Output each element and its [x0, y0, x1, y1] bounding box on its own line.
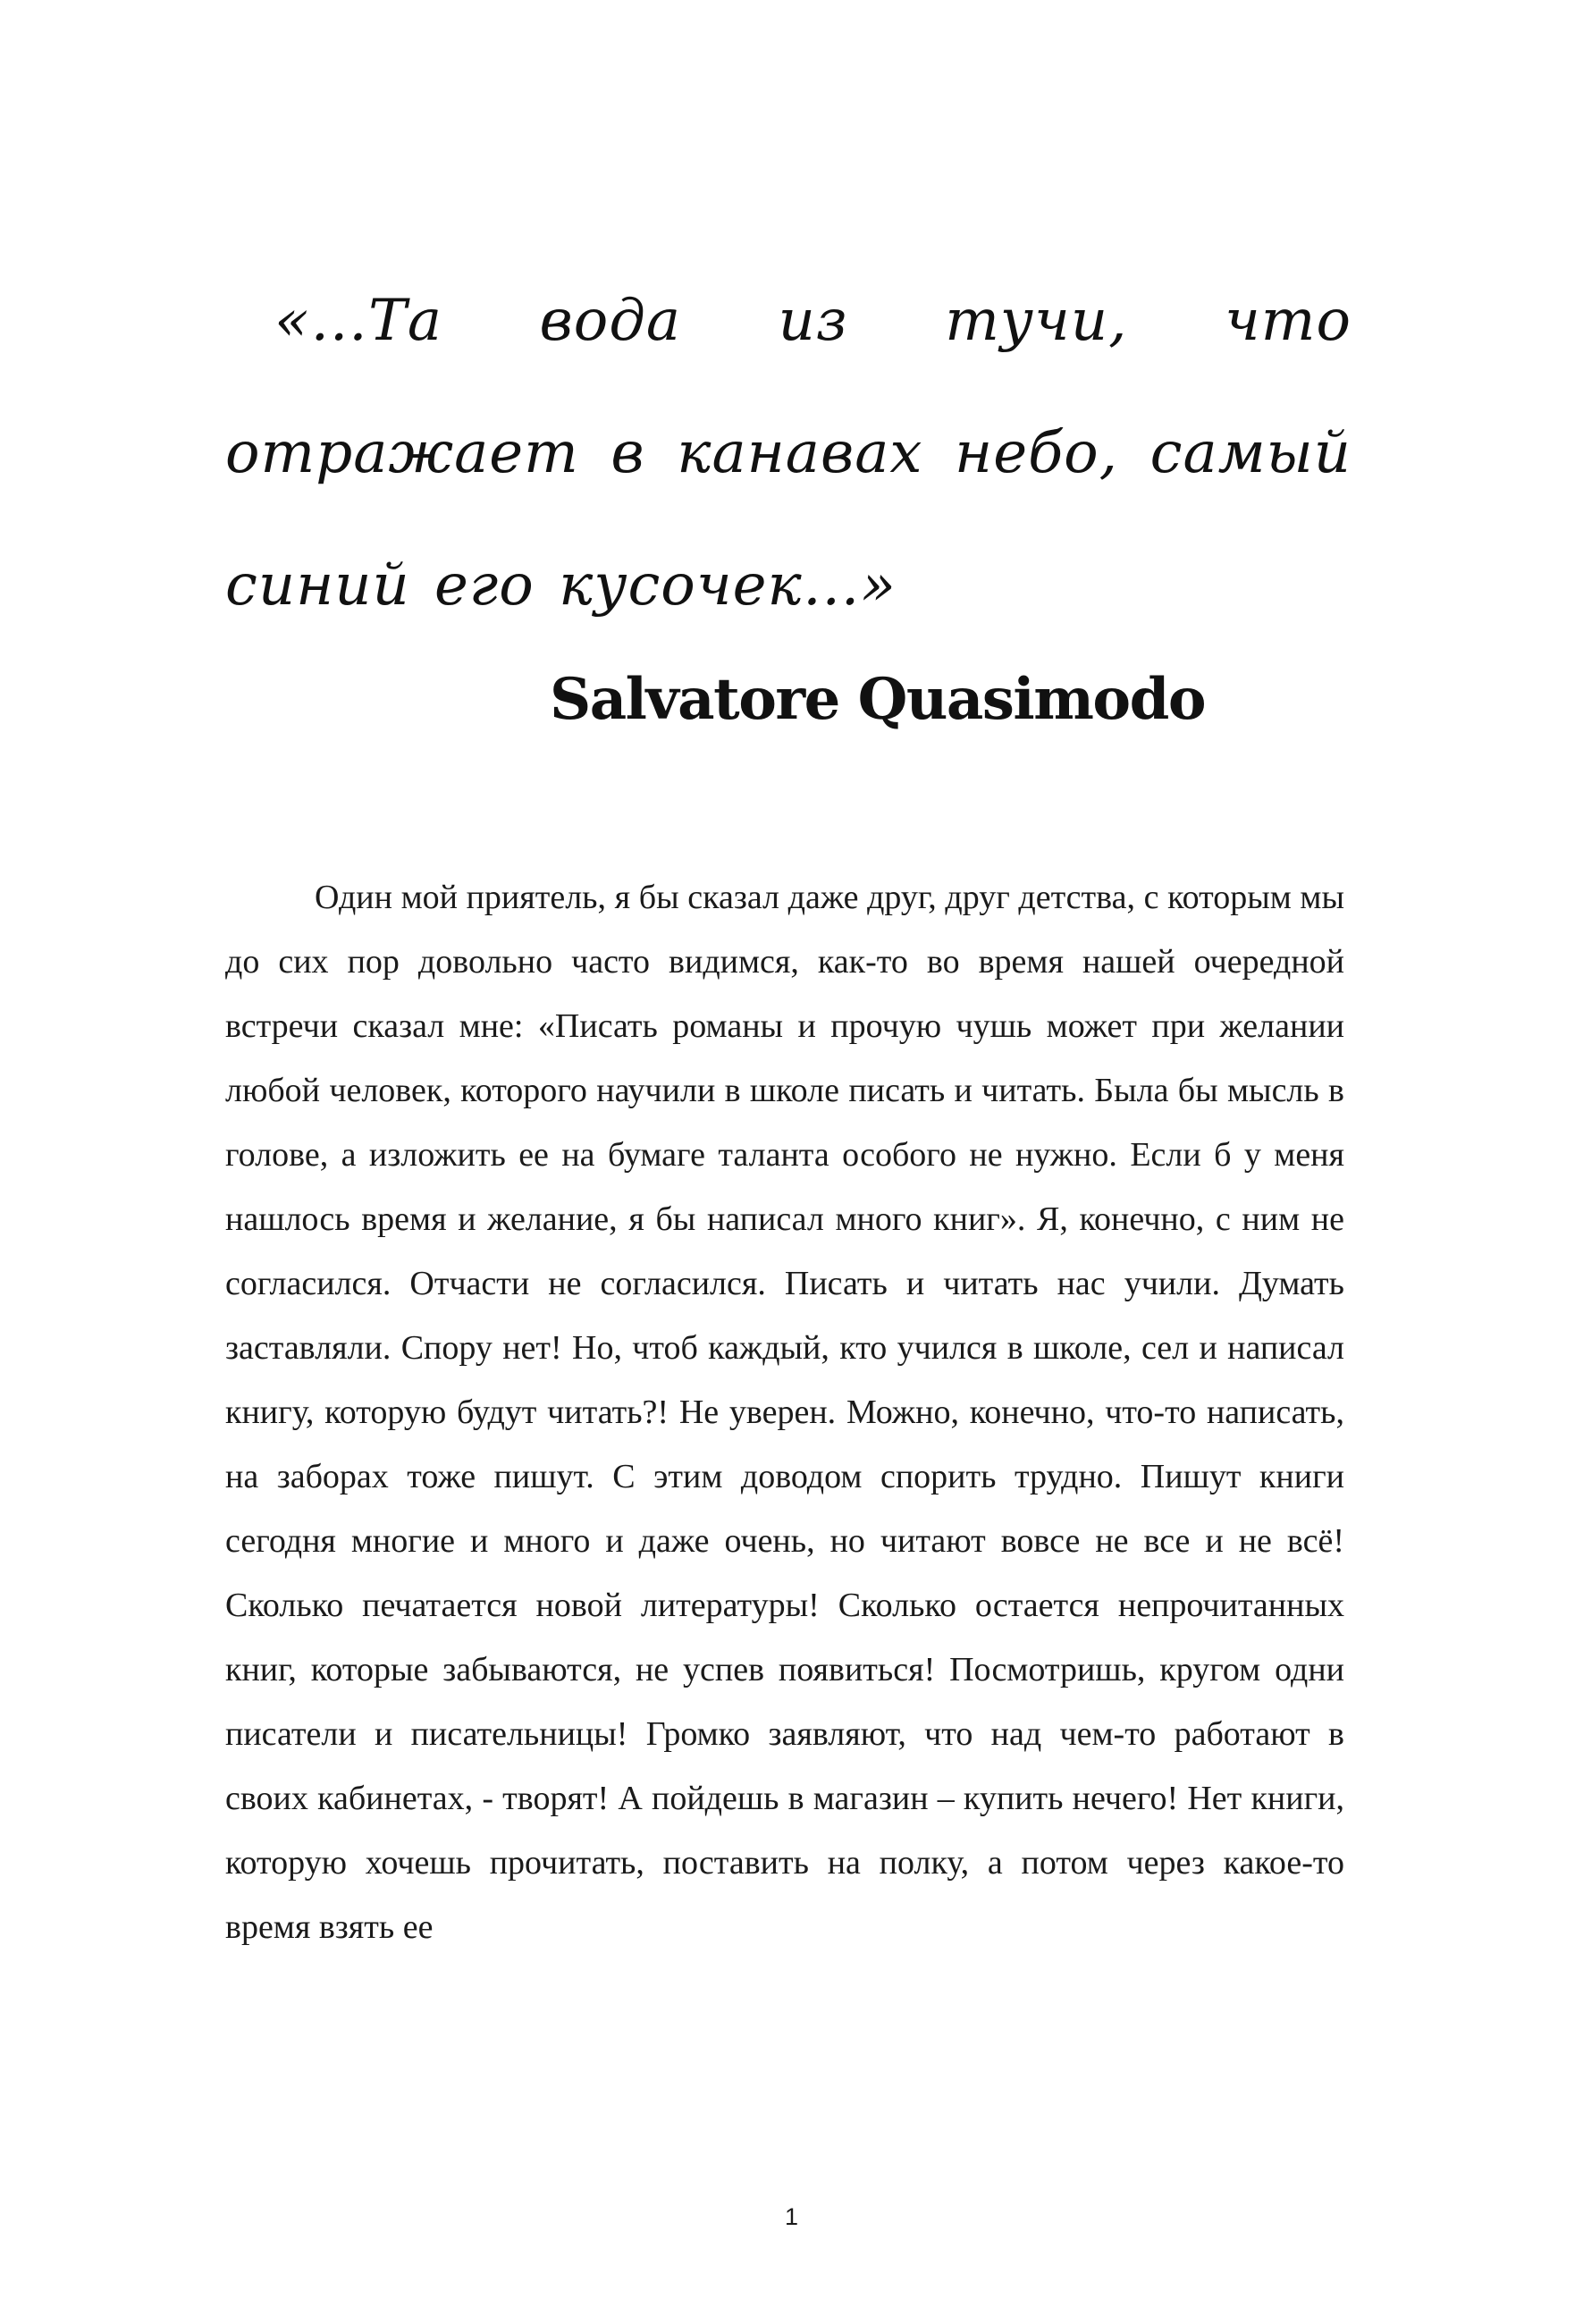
page-number: 1	[784, 2203, 799, 2230]
epigraph-quote: «…Та вода из тучи, что отражает в канавах небо, самый синий его кусочек…»	[225, 288, 1351, 619]
epigraph-author: Salvatore Quasimodo	[549, 666, 1206, 733]
body-paragraph: Один мой приятель, я бы сказал даже друг, друг детства, с которым мы до сих пор довольно часто видимся, как-то во время нашей очередной встречи сказал мне: «Писать романы и прочую чушь может при желании любой человек, которого научили в школе писать и читать. Была бы мысль в голове, а изложить ее на бумаге таланта особого не нужно. Если б у меня нашлось время и желание, я бы написал много книг». Я, конечно, с ним не согласился. Отчасти не согласился. Писать и читать нас учили. Думать заставляли. Спору нет! Но, чтоб каждый, кто учился в школе, сел и написал книгу, которую будут читать?! Не уверен. Можно, конечно, что-то написать, на заборах тоже пишут. С этим доводом спорить трудно. Пишут книги сегодня многие и много и даже очень, но читают вовсе не все и не всё! Сколько печатается новой литературы! Сколько остается непрочитанных книг, которые забываются, не успев появиться! Посмотришь, кругом одни писатели и писательницы! Громко заявляют, что над чем-то работают в своих кабинетах, - творят! А пойдешь в магазин – купить нечего! Нет книги, которую хочешь прочитать, поставить на полку, а потом через какое-то время взять ее	[225, 879, 1344, 1946]
epigraph-author-line	[0, 660, 1583, 740]
